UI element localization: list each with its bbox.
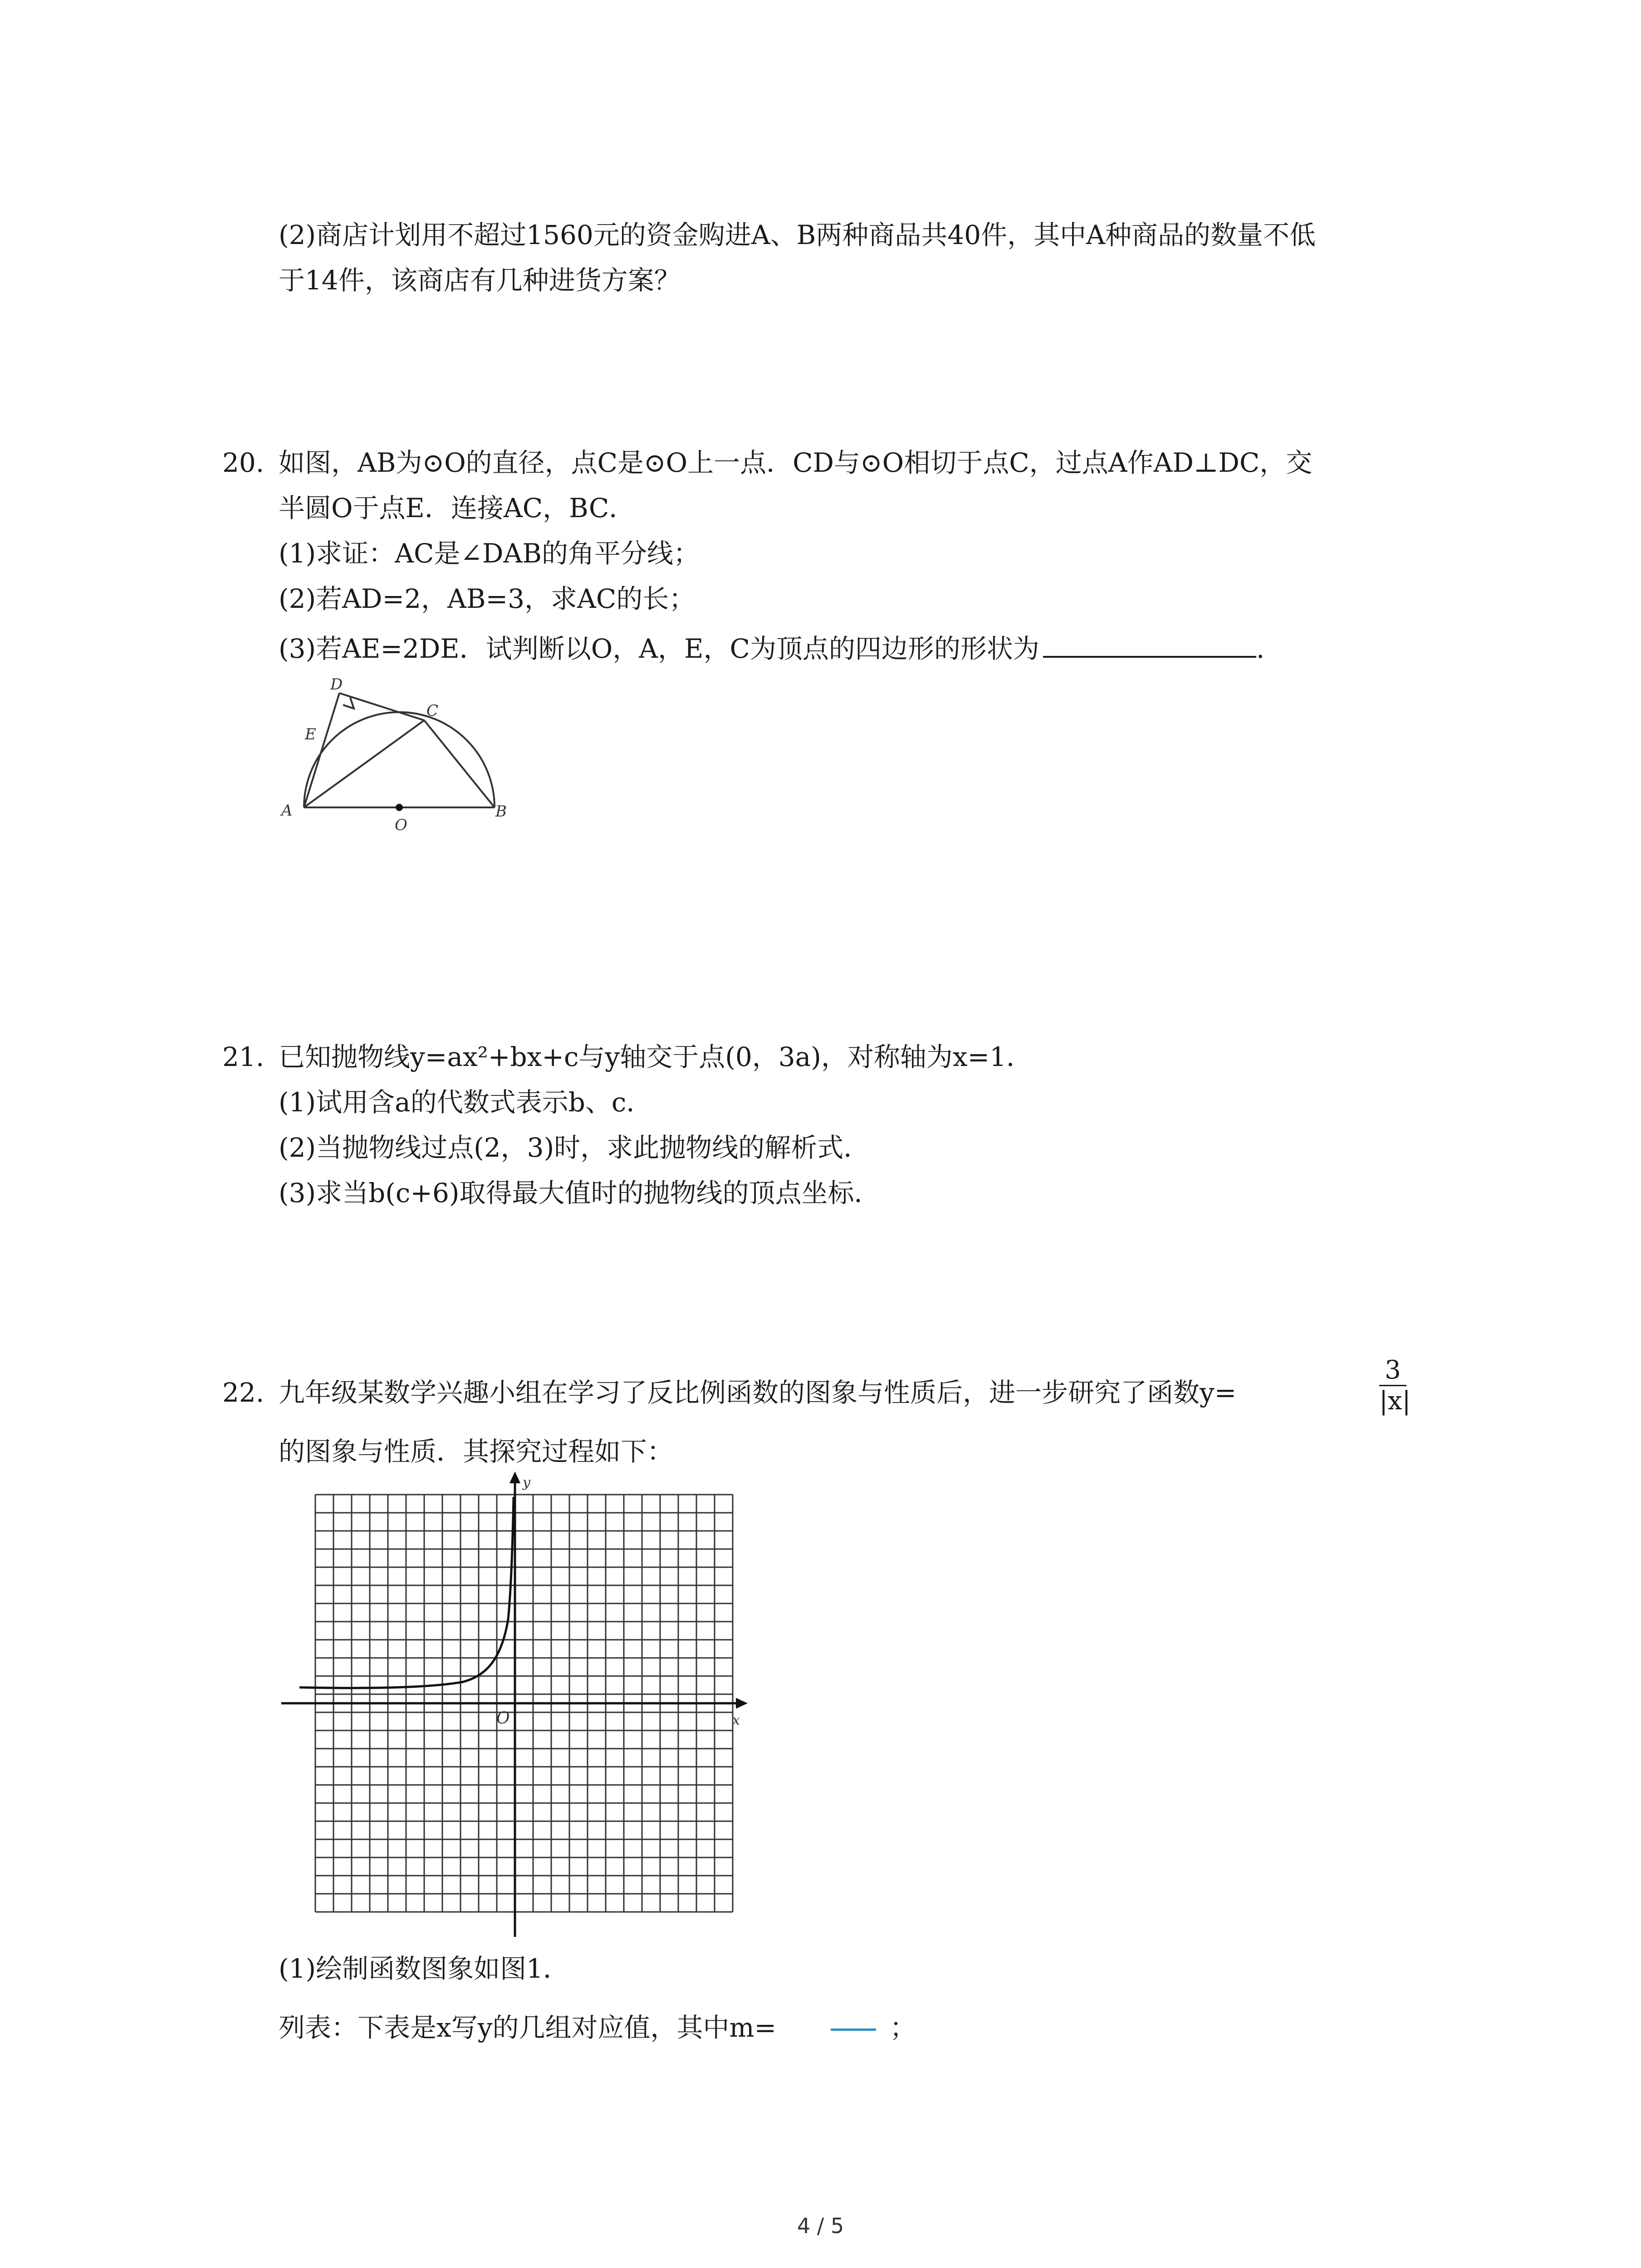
label-o: O: [395, 816, 407, 834]
origin-label: O: [496, 1709, 510, 1728]
q20-geometry-figure: [272, 671, 508, 839]
axis-label-y: y: [523, 1475, 530, 1491]
table-line-text: 列表：下表是x写y的几组对应值，其中m=: [279, 2012, 777, 2043]
semicircle-arc: [304, 712, 495, 807]
q22-grid-graph: [272, 1470, 753, 1941]
table-line-end: ；: [890, 2012, 916, 2043]
q21-part1: (1)试用含a的代数式表示b、c．: [279, 1087, 653, 1118]
q22-part1: (1)绘制函数图象如图1．: [279, 1953, 570, 1984]
q20-part3-text: (3)若AE=2DE．试判断以O，A，E，C为顶点的四边形的形状为: [279, 633, 1039, 664]
q19-part2-line2: 于14件，该商店有几种进货方案？: [279, 265, 681, 296]
x-axis-arrow: [736, 1698, 748, 1709]
label-a: A: [281, 802, 293, 820]
q20-line1: 如图，AB为⊙O的直径，点C是⊙O上一点．CD与⊙O相切于点C，过点A作AD⊥DC，交: [279, 447, 1313, 478]
y-axis-arrow: [509, 1471, 520, 1483]
q20-number: 20.: [222, 447, 265, 478]
label-e: E: [305, 725, 316, 743]
q21-part3: (3)求当b(c+6)取得最大值时的抛物线的顶点坐标．: [279, 1178, 881, 1208]
q20-part3: [279, 631, 1264, 667]
label-d: D: [330, 675, 343, 694]
q22-table-line: [279, 2009, 916, 2046]
segment-ac: [304, 720, 424, 807]
page-number: 4 / 5: [797, 2214, 844, 2238]
q22-fraction: [1379, 1355, 1411, 1416]
label-b: B: [495, 802, 507, 821]
center-point-o: [396, 804, 403, 811]
q20-part3-end: .: [1256, 633, 1265, 664]
q20-line2: 半圆O于点E．连接AC，BC．: [279, 493, 636, 523]
fraction-denominator: |x|: [1379, 1386, 1411, 1416]
fraction-numerator: 3: [1385, 1355, 1401, 1385]
q19-part2-line1: (2)商店计划用不超过1560元的资金购进A、B两种商品共40件，其中A种商品的数量不低: [279, 220, 1316, 250]
answer-blank-m[interactable]: [831, 2028, 876, 2031]
segment-dc: [339, 693, 424, 720]
q21-line1: 已知抛物线y=ax²+bx+c与y轴交于点(0，3a)，对称轴为x=1．: [279, 1041, 1033, 1072]
q22-number: 22.: [222, 1377, 265, 1408]
q21-number: 21.: [222, 1041, 265, 1072]
answer-blank[interactable]: [1043, 631, 1256, 658]
segment-ad: [304, 693, 339, 807]
right-angle-marker: [343, 698, 354, 709]
q21-part2: (2)当抛物线过点(2，3)时，求此抛物线的解析式．: [279, 1132, 870, 1163]
q20-part2: (2)若AD=2，AB=3，求AC的长；: [279, 583, 696, 614]
q20-part1: (1)求证：AC是∠DAB的角平分线；: [279, 538, 700, 569]
q22-line2: 的图象与性质．其探究过程如下：: [279, 1436, 674, 1467]
q22-line1: 九年级某数学兴趣小组在学习了反比例函数的图象与性质后，进一步研究了函数y=: [279, 1377, 1237, 1408]
label-c: C: [426, 702, 439, 720]
axis-label-x: x: [732, 1712, 740, 1728]
